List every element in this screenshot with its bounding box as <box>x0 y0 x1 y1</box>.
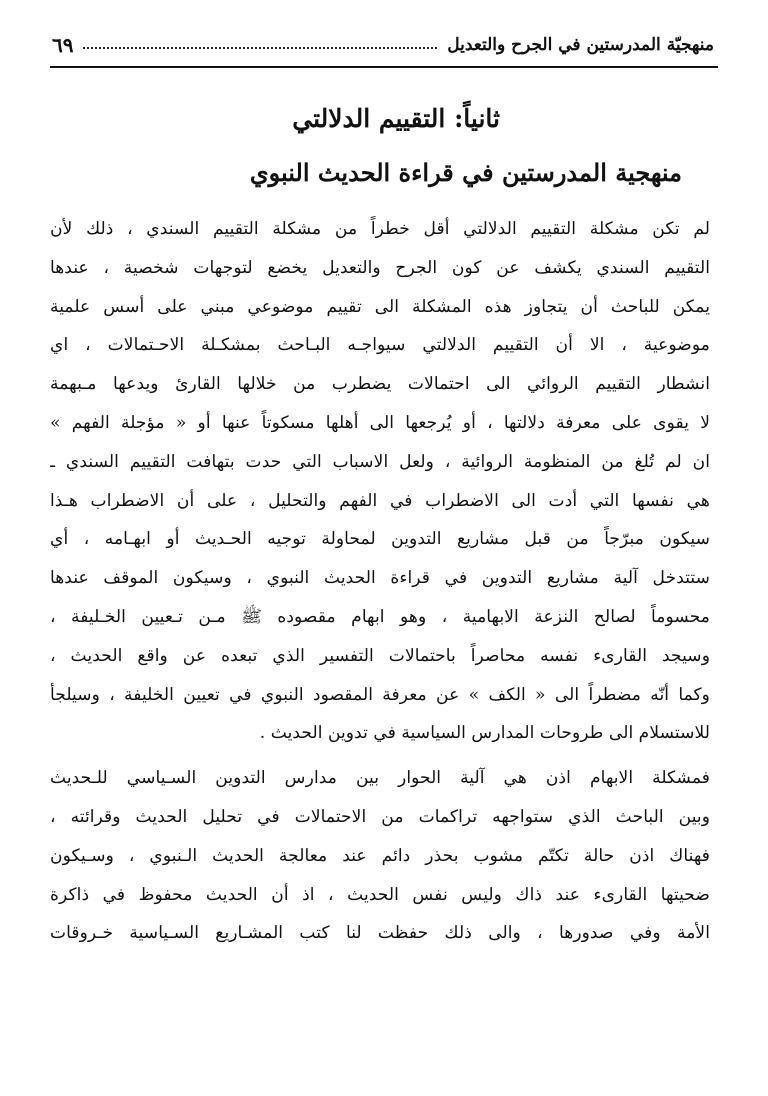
text-line: الأمة وفي صدورها ، والى ذلك حفظت لنا كتب المشـاريع السـياسية خـروقات <box>50 923 710 944</box>
text-line: للاستسلام الى طروحات المدارس السياسية في تدوين الحديث . <box>259 723 710 744</box>
page-number: ٦٩ <box>52 33 74 57</box>
text-line: فمشكلة الابهام اذن هي آلية الحوار بين مدارس التدوين السـياسي للـحديث <box>50 768 710 789</box>
paragraph-2 <box>50 759 710 953</box>
text-line: لا يقوى على معرفة دلالتها ، أو يُرجعها الى أهلها مسكوتاً عنها أو « مؤجلة الفهم » <box>50 412 710 433</box>
running-header <box>52 32 714 58</box>
text-line: وبين الباحث الذي ستواجهه تراكمات من الاحتمالات في تحليل الحديث وقرائته ، <box>50 806 710 827</box>
text-line: ضحيتها القارىء عند ذاك وليس نفس الحديث ، اذ أن الحديث محفوظ في ذاكرة <box>50 884 710 905</box>
header-title: منهجيّة المدرستين في الجرح والتعديل <box>447 35 714 55</box>
text-line: موضوعية ، الا أن التقييم الدلالتي سيواجـه البـاحث بمشكـلة الاحـتمالات ، اي <box>50 335 710 356</box>
section-heading: ثانياً: التقييم الدلالتي <box>292 104 500 133</box>
text-line: التقييم السندي يكشف عن كون الجرح والتعديل يخضع لتوجهات شخصية ، عندها <box>50 257 710 278</box>
text-line: لم تكن مشكلة التقييم الدلالتي أقل خطراً من مشكلة التقييم السندي ، ذلك لأن <box>50 219 710 239</box>
text-line: يمكن للباحث أن يتجاوز هذه المشكلة الى تقييم موضوعي مبني على أسس علمية <box>50 296 710 317</box>
text-line: ان لم تُلغ من المنظومة الروائية ، ولعل الاسباب التي حدت بتهافت التقييم السندي ـ <box>50 451 710 472</box>
text-line: وكما أنّه مضطراً الى « الكف » عن معرفة المقصود النبوي في تعيين الخليفة ، وسيلجأ <box>50 684 710 705</box>
text-line: فهناك اذن حالة تكتّم مشوب بحذر دائم عند معالجة الحديث الـنبوي ، وسـيكون <box>50 845 710 866</box>
header-rule <box>50 66 718 68</box>
body-text <box>50 210 710 953</box>
paragraph-1 <box>50 210 710 753</box>
text-line: محسوماً لصالح النزعة الابهامية ، وهو ابهام مقصوده ﷺ مـن تـعيين الخـليفة ، <box>50 606 710 627</box>
text-line: ستتدخل آلية مشاريع التدوين في قراءة الحديث النبوي ، وسيكون الموقف عندها <box>50 568 710 589</box>
text-line: سيكون مبرّجاً من قبل مشاريع التدوين لمحاولة توجيه الحـديث أو ابهـامه ، أي <box>50 529 710 550</box>
text-line: انشطار التقييم الروائي الى احتمالات يضطرب من خلالها القارئ ويدعها مـبهمة <box>50 374 710 395</box>
subsection-heading: منهجية المدرستين في قراءة الحديث النبوي <box>249 158 682 187</box>
text-line: هي نفسها التي أدت الى الاضطراب في الفهم والتحليل ، على أن الاضطراب هـذا <box>50 490 710 511</box>
text-line: وسيجد القارىء نفسه محاصراً باحتمالات التفسير الذي تبعده عن واقع الحديث ، <box>50 645 710 666</box>
header-dot-leader <box>83 37 437 49</box>
